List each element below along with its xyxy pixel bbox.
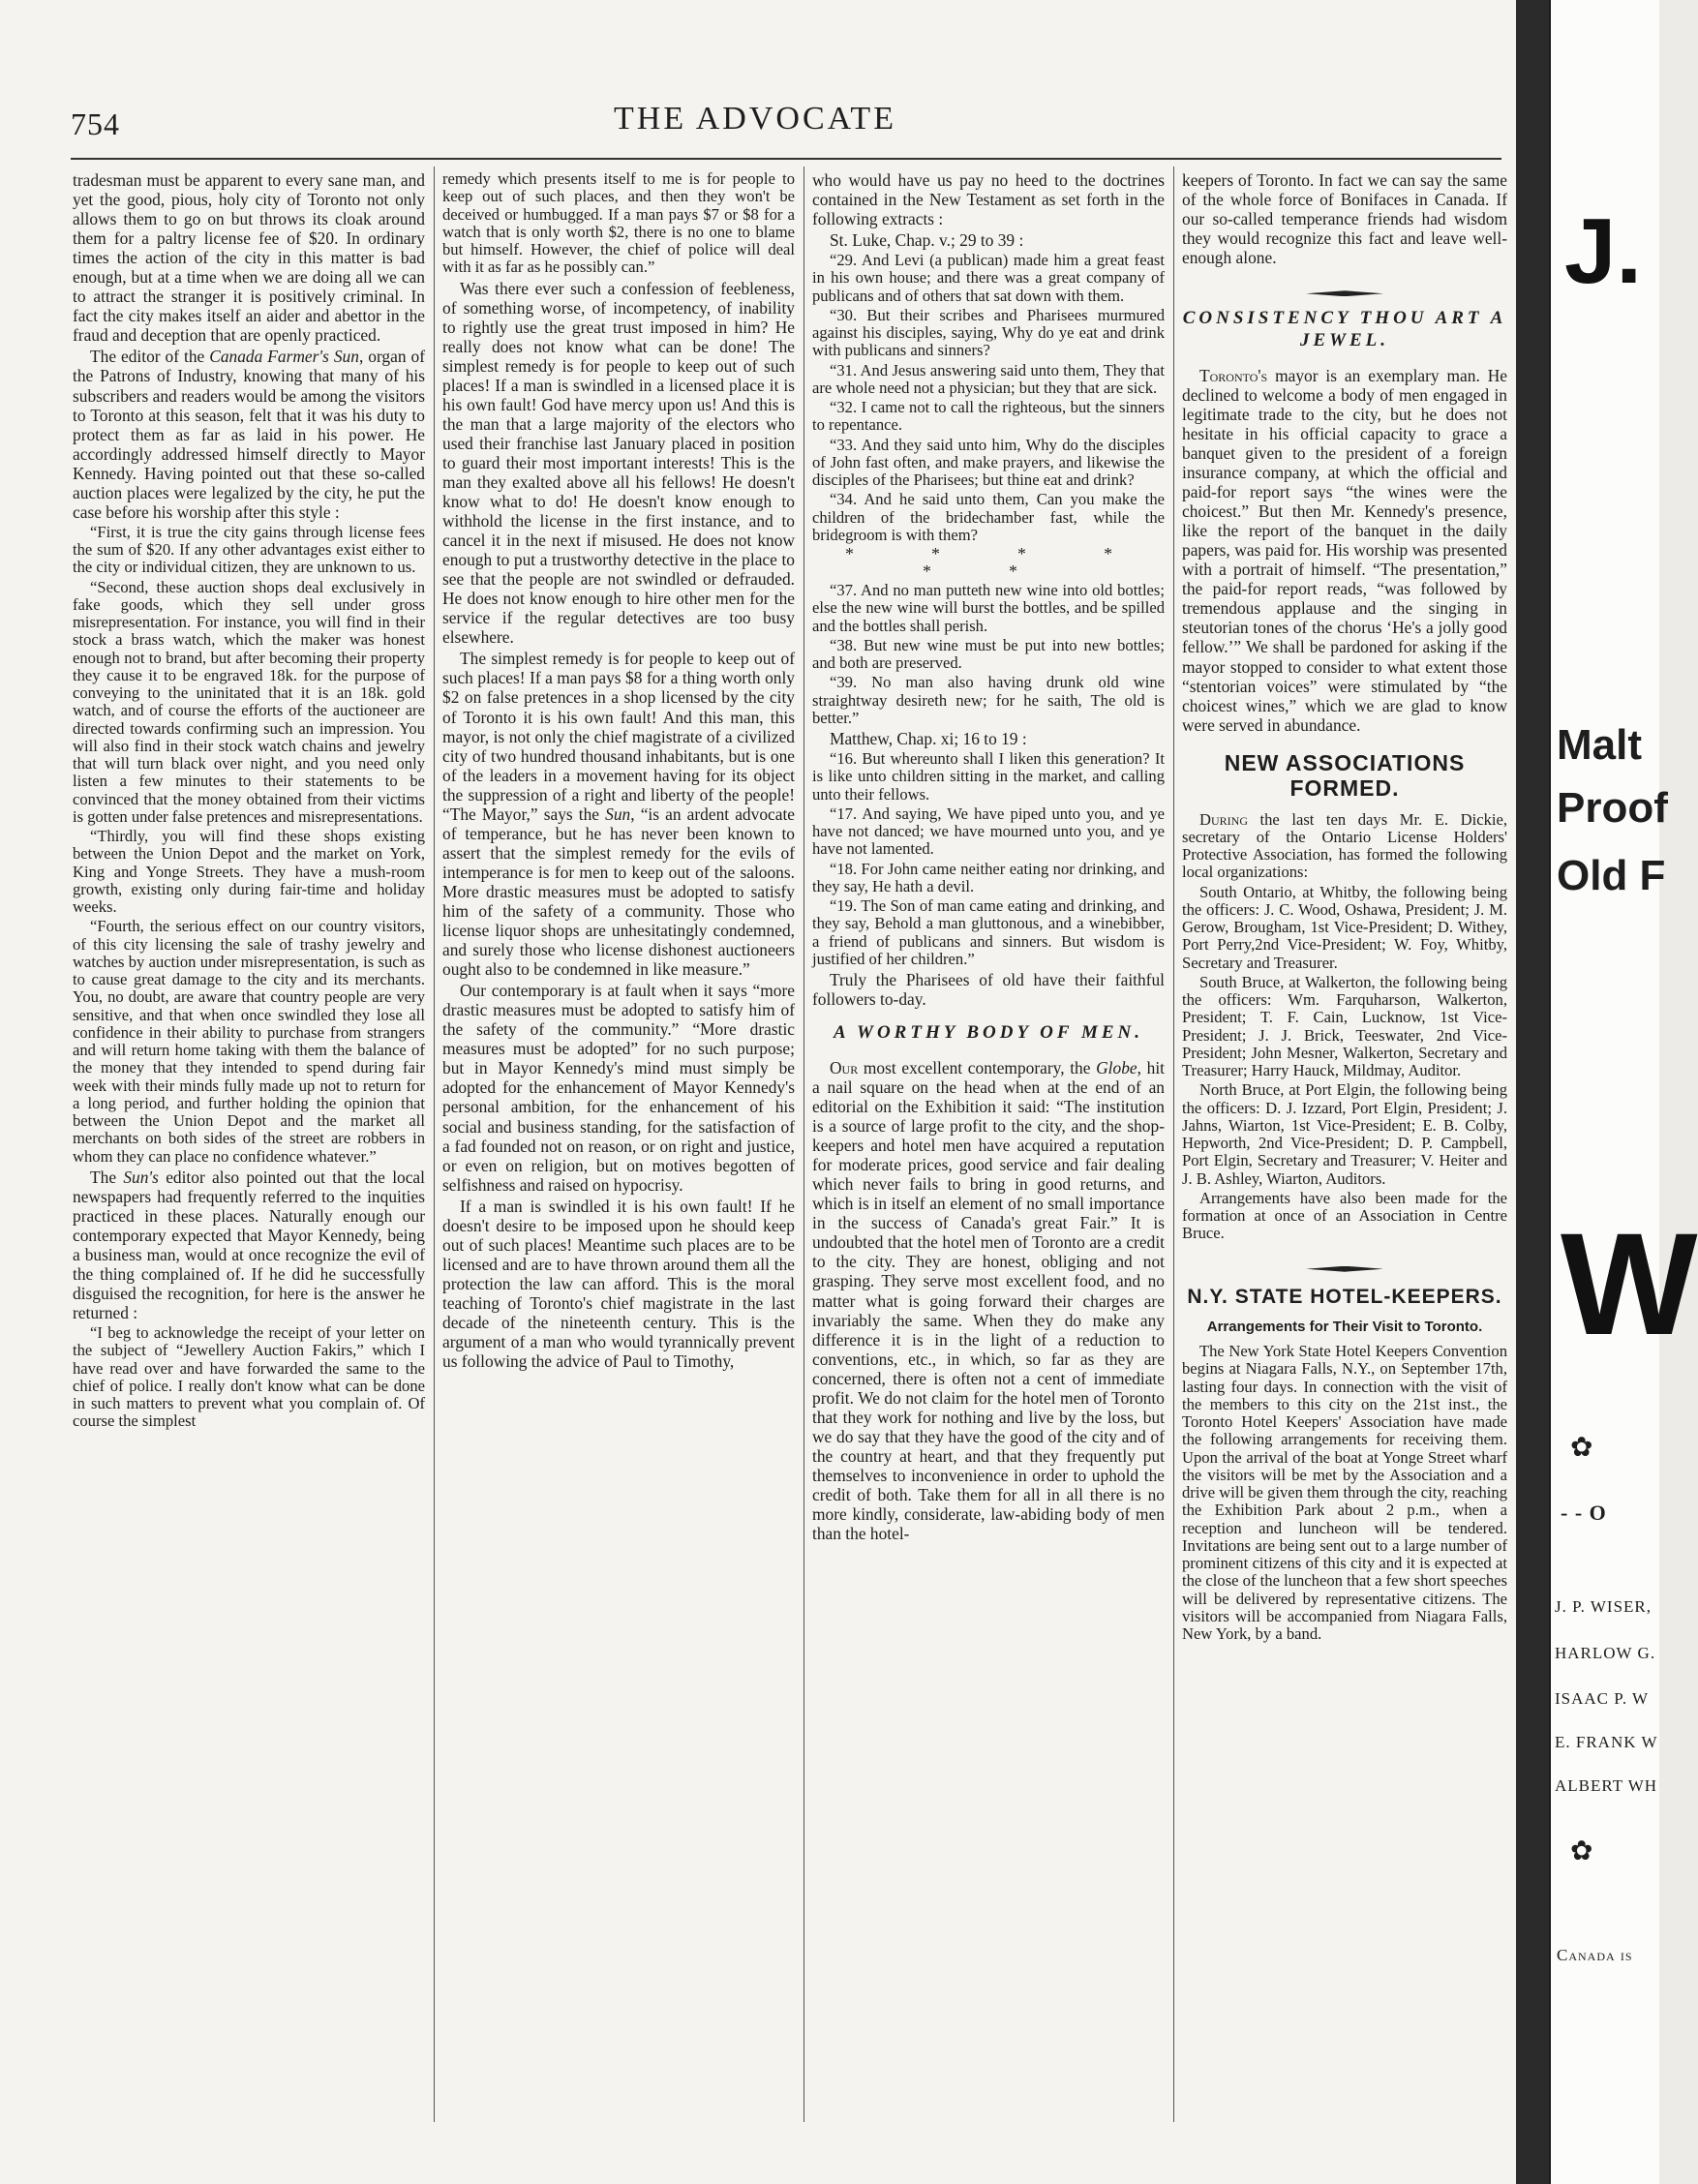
ad-line: Old F <box>1557 852 1666 899</box>
verse: “29. And Levi (a publican) made him a great feast in his own house; and there was a great company of publicans and of others that sat down with them. <box>812 251 1165 305</box>
ellipsis-stars: * * * * * * <box>845 544 1149 581</box>
verse: “30. But their scribes and Pharisees murmured against his disciples, saying, Why do ye eat and drink with publicans and sinners? <box>812 305 1165 360</box>
paragraph: The Sun's editor also pointed out that the local newspapers had frequently referred to the inquities practiced in these places. Naturally enough our contemporary expected that Mayor Kennedy, being a business man, would at once recognize the evil of the thing complained of. If he did he successfully disguised the recognition, for here is the answer he returned : <box>73 1167 425 1323</box>
paragraph <box>1182 811 1507 882</box>
paragraph: South Ontario, at Whitby, the following being the officers: J. C. Wood, Oshawa, President; J. M. Gerow, Brougham, 1st Vice-President; D. Withey, Port Perry,2nd Vice-President; W. Foy, Whitby, Secretary and Treasurer. <box>1182 882 1507 972</box>
text: , “is an ardent advocate of temperance, but he has never been known to assert that the simplest remedy for the evils of intemperance is for men to keep out of the saloons. More drastic measures must be adopted to satisfy him of the safety of a community. Those who license liquor shops are unhesitatingly condemned, and surely those who license dishonest auctioneers ought also to be condemned in like measure.” <box>442 804 796 980</box>
paragraph: Truly the Pharisees of old have their faithful followers to-day. <box>812 970 1165 1010</box>
verse: “18. For John came neither eating nor drinking, and they say, He hath a devil. <box>812 859 1165 895</box>
paragraph: Arrangements have also been made for the formation at once of an Association in Centre Bruce. <box>1182 1188 1507 1243</box>
text: The simplest remedy is for people to keep out of such places! If a man pays $8 for a thing worth only $2 on false pretences in a shop licensed by the city of Toronto it is his own fault! And this man, this mayor, is not only the chief magistrate of a civilized city of two hundred thousand inhabitants, but is one of the leaders in a movement having for its object the suppression of a right and liberty of the people! “The Mayor,” says the <box>442 649 795 824</box>
paragraph: The New York State Hotel Keepers Convention begins at Niagara Falls, N.Y., on September 17th, lasting four days. In connection with the visit of the members to this city on the 21st inst., the Toronto Hotel Keepers' Association have made the following arrangements for receiving them. Upon the arrival of the boat at Yonge Street wharf the visitors will be met by the Association and a drive will be given them through the city, reaching the Exhibition Park about 2 p.m., when a reception and luncheon will be tendered. Invitations are being sent out to a large number of prominent citizens of this city and it is expected at the close of the luncheon that a few short speeches will be delivered by representative citizens. The visitors will be accompanied from Niagara Falls, New York, by a band. <box>1182 1342 1507 1644</box>
verse: “39. No man also having drunk old wine straightway desireth new; for he saith, The old is better.” <box>812 673 1165 727</box>
text: mayor is an exemplary man. He declined to welcome a body of men engaged in legitimate trade to the city, but he does not hesitate in his official capacity to grace a banquet given to the president of a foreign insurance company, at which the official and paid-for report says “the wines were the choicest.” But then Mr. Kennedy's presence, like the report of the banquet in the daily papers, was paid for. His worship was presented with a portrait of himself. “The presentation,” the paid-for report reads, “was followed by tremendous applause and the singing in steutorian tones of the chorus ‘He's a jolly good fellow.’” We shall be pardoned for asking if the mayor stopped to consider to what extent those “stentorian voices” were stimulated by “the choicest wines,” which we are glad to know were served in abundance. <box>1182 365 1507 735</box>
newspaper-name: Globe <box>1096 1057 1137 1077</box>
quote-paragraph: “First, it is true the city gains through license fees the sum of $20. If any other advantages exist either to the city or individual citizen, they are unknown to us. <box>73 522 425 577</box>
verse: “31. And Jesus answering said unto them, They that are whole need not a physician; but they that are sick. <box>812 360 1165 397</box>
quote-paragraph: “I beg to acknowledge the receipt of your letter on the subject of “Jewellery Auction Fakirs,” which I have read over and have forwarded the same to the chief of police. I really don't know what can be done in such matters to prevent what you complain of. Of course the simplest <box>73 1323 425 1431</box>
paragraph: South Bruce, at Walkerton, the following being the officers: Wm. Farquharson, Walkerton, President; T. F. Cain, Lucknow, 1st Vice-President; J. J. Brick, Teeswater, 2nd Vice-President; John Mesner, Walkerton, Secretary and Treasurer; Harry Hauck, Mildmay, Auditor. <box>1182 972 1507 1080</box>
flower-icon: ✿ <box>1570 1836 1593 1866</box>
article-headline: N.Y. STATE HOTEL-KEEPERS. <box>1187 1285 1502 1308</box>
ad-line: Malt <box>1557 721 1642 769</box>
page-gutter <box>1516 0 1549 2184</box>
section-ornament <box>1182 281 1507 294</box>
ad-line: Proof <box>1557 784 1668 832</box>
paragraph: tradesman must be apparent to every sane man, and yet the good, pious, holy city of Toronto not only allows them to go on but throws its cloak around them for a paltry license fee of $20. In ordinary times the action of the city in this matter is bad enough, but at a time when we are doing all we can to attract the stranger it is positively criminal. In fact the city makes itself an aider and abettor in the fraud and deception that are openly practiced. <box>73 170 425 346</box>
lead-word: Toronto's <box>1199 365 1268 385</box>
article-headline: A WORTHY BODY OF MEN. <box>834 1022 1143 1044</box>
paragraph <box>73 347 425 521</box>
scripture-reference: Matthew, Chap. xi; 16 to 19 : <box>830 729 1027 748</box>
paragraph: North Bruce, at Port Elgin, the following being the officers: D. J. Izzard, Port Elgin, President; J. Jahns, Wiarton, 1st Vice-President; E. B. Colby, Hepworth, 2nd Vice-President; D. P. Campbell, Port Elgin, Secretary and Treasurer; V. Heiter and J. B. Ashley, Wiarton, Auditors. <box>1182 1080 1507 1188</box>
page-header <box>0 101 1510 149</box>
ad-line: - - O <box>1561 1501 1607 1525</box>
text: , organ of the Patrons of Industry, knowing that many of his subscribers and readers would be among the visitors to Toronto at this season, felt that it was his duty to protect them as far as laid in his power. He accordingly addressed himself directly to Mayor Kennedy. Having pointed out that these so-called auction places were legalized by the city, he put the case before his worship after this style : <box>73 347 425 522</box>
paragraph <box>812 1058 1165 1543</box>
verse: “37. And no man putteth new wine into old bottles; else the new wine will burst the bottles, and be spilled and the bottles shall perish. <box>812 581 1165 635</box>
text: The editor of the <box>90 347 210 367</box>
column-divider <box>434 167 435 2122</box>
ad-name: HARLOW G. <box>1555 1644 1656 1662</box>
column-2 <box>442 170 795 2145</box>
lead-word: During <box>1199 809 1248 829</box>
paragraph: If a man is swindled it is his own fault! If he doesn't desire to be imposed upon he should keep out of such places! Meantime such places are to be licensed and are to have thrown around them all the protection the law can afford. This is the moral teaching of Toronto's chief magistrate in the last decade of the nineteenth century. This is the argument of a man who would tyrannically prevent us following the advice of Paul to Timothy, <box>442 1196 795 1372</box>
paragraph: Our contemporary is at fault when it says “more drastic measures must be adopted to satisfy him of the safety of the community.” “More drastic measures must be adopted” for no such purpose; but in Mayor Kennedy's mind must simply be adopted for the enhancement of Mayor Kennedy's personal ambition, for the enhancement of his social and business standing, for the satisfaction of a fad founded not on reason, or on right and justice, or even on religion, but on motives begotten of selfishness and raised on hypocrisy. <box>442 981 795 1195</box>
section-ornament <box>1182 1257 1507 1270</box>
text: editor also pointed out that the local newspapers had frequently referred to the inquities practiced in these places. Naturally enough our contemporary expected that Mayor Kennedy, being a business man, would at once recognize the evil of the thing complained of. If he did he successfully disguised the recognition, for here is the answer he returned : <box>73 1167 425 1323</box>
quote-paragraph: “Fourth, the serious effect on our country visitors, of this city licensing the sale of trashy jewelry and watches by auction under misrepresentation, is such as to cause great damage to the city and its merchants. You, no doubt, are aware that country people are very sensitive, and that when once swindled they lose all confidence in their ability to purchase from strangers and will return home taking with them the balance of the money that they intended to spend during fair week with their minds fully made up not to return for a long period, and further holding the opinion that between the Union Depot and the market all merchants on both sides of the street are robbers in whom they can place no confidence whatever.” <box>73 917 425 1166</box>
paragraph: who would have us pay no heed to the doctrines contained in the New Testament as set forth in the following extracts : <box>812 170 1165 229</box>
article-headline: CONSISTENCY THOU ART A JEWEL. <box>1182 308 1507 351</box>
ad-name: J. P. WISER, <box>1555 1597 1653 1616</box>
ad-name: ISAAC P. W <box>1555 1689 1650 1708</box>
ornament-rule <box>1306 290 1383 296</box>
ornament-rule <box>1306 1266 1383 1272</box>
verse: “17. And saying, We have piped unto you, and ye have not danced; we have mourned unto you, and ye have not lamented. <box>812 804 1165 859</box>
verse: “33. And they said unto him, Why do the disciples of John fast often, and make prayers, and likewise the disciples of the Pharisees; but thine eat and drink? <box>812 435 1165 490</box>
verse: “19. The Son of man came eating and drinking, and they say, Behold a man gluttonous, and a winebibber, a friend of publicans and sinners. But wisdom is justified of her children.” <box>812 896 1165 968</box>
paragraph <box>442 649 795 979</box>
column-1 <box>73 170 425 2145</box>
header-rule <box>71 158 1501 160</box>
article-headline: NEW ASSOCIATIONS FORMED. <box>1224 749 1466 802</box>
ad-initial: J. <box>1564 199 1643 303</box>
masthead-title: THE ADVOCATE <box>614 101 896 136</box>
paragraph: keepers of Toronto. In fact we can say the same of the whole force of Bonifaces in Canada. If our so-called temperance friends had wisdom they would recognize this fact and leave well-enough alone. <box>1182 170 1507 268</box>
newspaper-name: Sun's <box>123 1167 159 1187</box>
verse: “34. And he said unto them, Can you make the children of the bridechamber fast, while the bridegroom is with them? <box>812 490 1165 544</box>
advertisement-page <box>1549 0 1698 2184</box>
ad-large-letter: W <box>1561 1202 1698 1365</box>
quote-paragraph: “Thirdly, you will find these shops existing between the Union Depot and the market on York, King and Yonge Streets. They have a mush-room growth, existing only during fair-time and holiday weeks. <box>73 827 425 917</box>
verse: “38. But new wine must be put into new bottles; and both are preserved. <box>812 635 1165 672</box>
column-4 <box>1182 170 1507 2145</box>
newspaper-name: Canada Farmer's Sun <box>209 347 359 367</box>
article-subheadline: Arrangements for Their Visit to Toronto. <box>1206 1318 1483 1335</box>
ad-name: E. FRANK W <box>1555 1733 1658 1751</box>
quote-paragraph: remedy which presents itself to me is for people to keep out of such places, and then they won't be deceived or humbugged. If a man pays $7 or $8 for a watch that is only worth $2, there is no one to blame but himself. However, the chief of police will deal with it as far as he possibly can.” <box>442 169 795 277</box>
verse: “32. I came not to call the righteous, but the sinners to repentance. <box>812 398 1165 435</box>
paragraph: Was there ever such a confession of feebleness, of something worse, of incompetency, of inability to rightly use the great trust imposed in him? He really does not know what can be done! The simplest remedy is for people to keep out of such places! If a man is swindled in a licensed place it is his own fault! God have mercy upon us! And this is the man that a large majority of the electors who used their franchise last January placed in position to guard their most important interests! This is the man they exalted above all his fellows! He doesn't know what to do! He doesn't know enough to withhold the license in the first instance, and to cancel it in the next if misused. He does not know enough to put a trustworthy detective in the place to see that the people are not swindled or defrauded. He does not know enough to hire other men for the service if the regular detectives are too busy elsewhere. <box>442 278 795 648</box>
text: most excellent contemporary, the <box>858 1057 1097 1077</box>
quote-paragraph: “Second, these auction shops deal exclusively in fake goods, which they sell under gross misrepresentation. For instance, you will find in their stock a brass watch, which the maker was honest enough not to brand, but after becoming their property they cause it to be engraved 18k. for the purpose of conveying to the uninitated that it is an 18k. gold watch, and of course the efforts of the auctioneer are directed towards confirming such an impression. You will also find in their stock watch chains and jewelry that will turn black over night, and you need only listen a few minutes to their statements to be convinced that the money obtained from their victims is gotten under false pretences and misrepresentations. <box>73 577 425 826</box>
text: , hit a nail square on the head when at the end of an editorial on the Exhibition it said: “The institution is a source of large profit to the city, and the shop-keepers and hotel men have acquired a reputation for moderate prices, good service and fair dealing which never fails to bring in good returns, and which is in itself an element of no small importance in the success of Canada's great Fair.” It is undoubted that the hotel men of Toronto are a credit to the city. They are honest, obliging and not grasping. They serve most excellent food, and no matter what is going forward their charges are invariably the same. When they do make any difference it is in the light of a reduction to conventions, etc., in which, so far as they are concerned, there is often not a cent of immediate profit. We do not claim for the hotel men of Toronto that they work for nothing and live by the loss, but we do say that they have the good of the city and of the country at heart, and that they frequently put themselves to inconvenience in order to uphold the credit of both. Take them for all in all there is no more kindly, considerate, law-abiding body of men than the hotel- <box>812 1057 1165 1544</box>
ad-footer: Canada is <box>1557 1946 1633 1964</box>
verse: “16. But whereunto shall I liken this generation? It is like unto children sitting in the market, and calling unto their fellows. <box>812 749 1165 804</box>
ad-name: ALBERT WH <box>1555 1776 1658 1795</box>
page-number: 754 <box>71 106 120 141</box>
paragraph <box>1182 366 1507 735</box>
scripture-reference: St. Luke, Chap. v.; 29 to 39 : <box>830 230 1024 251</box>
lead-word: Our <box>830 1057 859 1077</box>
flower-icon: ✿ <box>1570 1433 1593 1463</box>
column-divider <box>1173 167 1174 2122</box>
newspaper-name: Sun <box>605 804 631 824</box>
text: the last ten days Mr. E. Dickie, secretary of the Ontario License Holders' Protective Association, has formed the following local organizations: <box>1182 809 1507 882</box>
column-3 <box>812 170 1165 2145</box>
